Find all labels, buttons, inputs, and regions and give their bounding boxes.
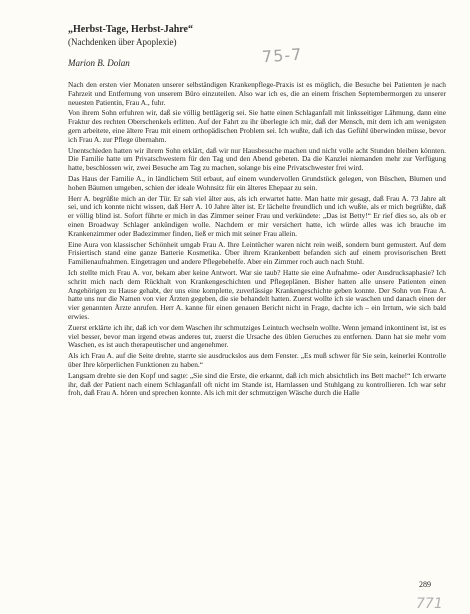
handwritten-number-annotation: 75-7 xyxy=(261,44,303,67)
article-author: Marion B. Dolan xyxy=(68,58,130,68)
paragraph: Eine Aura von klassischer Schönheit umgab Frau A. Ihre Leintücher waren nicht rein weiß, sondern bunt gemustert. Auf dem Frisiertisch stand eine ganze Batterie Kosmetika. Über ihrem Krankenbett befanden sich auf einem provisorischen Brett Familienaufnahmen. Eingetragen und andere Pflegebehelfe. Aber ein Zimmer roch auch nach Stuhl. xyxy=(68,239,446,267)
paragraph: Zuerst erklärte ich ihr, daß ich vor dem Waschen ihr schmutziges Leintuch wechseln wollte. Wenn jemand inkontinent ist, ist es viel besser, bevor man irgend etwas anderes tut, zuerst die Ursache des üblen Geruches zu entfernen. Dann hat sie mehr vom Waschen, es ist auch therapeutischer und angenehmer. xyxy=(68,322,446,350)
article-title: „Herbst-Tage, Herbst-Jahre“ xyxy=(68,24,193,35)
paragraph: Als ich Frau A. auf die Seite drehte, starrte sie ausdruckslos aus dem Fenster. „Es muß schwer für Sie sein, keinerlei Kontrolle über Ihre körperlichen Funktionen zu haben.“ xyxy=(68,351,446,369)
page-number: 289 xyxy=(419,580,431,589)
article-body xyxy=(68,81,446,400)
paragraph: Nach den ersten vier Monaten unserer selbständigen Krankenpflege-Praxis ist es möglich, die Besuche bei Patienten je nach Fahrzeit und Entfernung von unserem Büro einzuteilen. Also war ich es, die an einem frischen Septembermorgen zu unserer neuesten Patientin, Frau A., fuhr. xyxy=(68,80,446,107)
paragraph: Das Haus der Familie A., in ländlichem Stil erbaut, auf einem wundervollen Grundstück gelegen, von Büschen, Blumen und hohen Bäumen umgeben, schien der ideale Wohnsitz für ein älteres Ehepaar zu sein. xyxy=(68,173,446,192)
paragraph: Langsam drehte sie den Kopf und sagte: „Sie sind die Erste, die erkannt, daß ich mich absichtlich ins Bett mache!“ Ich erwarte ihr, daß der Patient nach einem Schlaganfall oft nicht im Stande ist, Harnlassen und Stuhlgang zu kontrollieren. Ich war sehr froh, daß Frau A. hören und sprechen konnte. Als ich mit der schmutzigen Wäsche durch die Halle xyxy=(68,370,446,398)
handwritten-initials-annotation: 771 xyxy=(416,596,443,612)
paragraph: Von ihrem Sohn erfuhren wir, daß sie völlig bettlägerig sei. Sie hatte einen Schlaganfall mit linksseitiger Lähmung, dann eine Fraktur des rechten Oberschenkels erlitten. Auf der Fahrt zu ihr überlegte ich mir, daß der Mensch, mit dem ich am wenigsten gern arbeitete, eine ältere Frau mit einem orthopädischen Problem sei. Ich wußte, daß ich das Gefühl überwinden müsse, bevor ich Frau A. zur Pflege übernahm. xyxy=(68,108,446,144)
article-subtitle: (Nachdenken über Apoplexie) xyxy=(68,37,177,47)
paragraph: Herr A. begrüßte mich an der Tür. Er sah viel älter aus, als ich erwartet hatte. Man hatte mir gesagt, daß Frau A. 73 Jahre alt sei, und ich konnte nicht wissen, daß Herr A. 10 Jahre älter ist. Er lächelte freundlich und ich wußte, als er mich begrüßte, daß er völlig blind ist. Sofort führte er mich in das Zimmer seiner Frau und verkündete: „Das ist Betty!“ Er rief dies so, als ob er einen Broadway Schlager ankündigen wolle. Nachdem er mir versichert hatte, ich würde alles was ich brauche im Krankenzimmer oder Badezimmer finden, ließ er mich mit seiner Frau allein. xyxy=(68,193,446,238)
paragraph: Unentschieden hatten wir ihrem Sohn erklärt, daß wir nur Hausbesuche machen und nicht volle acht Stunden bleiben könnten. Die Familie hatte um Privatschwestern für den Tag und den Abend gebeten. Da die Kanzlei niemanden mehr zur Verfügung hatte, beschlossen wir, zwei Besuche am Tag zu machen, solange bis eine Privatschwester frei wird. xyxy=(68,145,446,173)
paragraph: Ich stellte mich Frau A. vor, bekam aber keine Antwort. War sie taub? Hatte sie eine Aufnahme- oder Ausdrucksaphasie? Ich schritt mich nach dem Rückhalt von Krankengeschichten und Pflegeplänen. Bisher hatten alle unsere Patienten einen Angehörigen zu Hause gehabt, der uns eine komplette, zuverlässige Krankengeschichte geben konnte. Der Sohn von Frau A. hatte uns nur die Namen von vier Ärzten gegeben, die sie behandelt hatten. Zuerst wollte ich sie waschen und danach einen der vier genannten Ärzte anrufen. Herr A. kanne für einen genauen Bericht nicht in Frage, dachte ich – ein Irrtum, wie sich bald erwies. xyxy=(68,267,446,321)
